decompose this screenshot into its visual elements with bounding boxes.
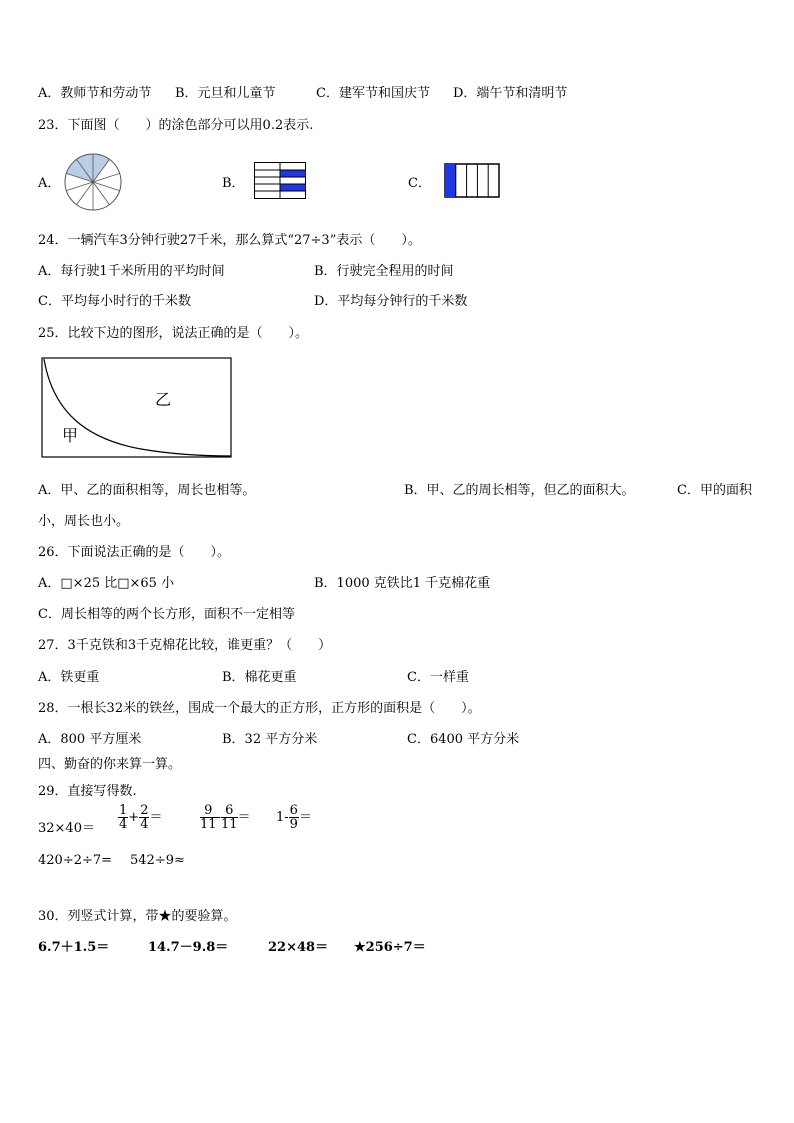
fraction-numerator: 6 bbox=[289, 803, 298, 818]
q23-circle-figure bbox=[64, 153, 122, 211]
q26-option-a: A．□×25 比□×65 小 bbox=[38, 576, 175, 591]
fraction-numerator: 9 bbox=[200, 804, 217, 818]
q29-expr-1: 32×40＝ bbox=[38, 821, 95, 836]
q28-option-c: C．6400 平方分米 bbox=[407, 732, 520, 747]
q25-option-a: A．甲、乙的面积相等，周长也相等。 bbox=[38, 483, 256, 498]
q29-expr-6: 542÷9≈ bbox=[130, 853, 185, 868]
q25-label-yi: 乙 bbox=[155, 390, 172, 409]
q26-stem: 26．下面说法正确的是（ ）。 bbox=[38, 545, 231, 560]
q29-stem: 29．直接写得数. bbox=[38, 784, 137, 799]
section-4-title: 四、勤奋的你来算一算。 bbox=[38, 757, 182, 772]
equals: ＝ bbox=[298, 810, 312, 825]
q25-option-c-cont: 小，周长也小。 bbox=[38, 514, 130, 529]
q24-option-c: C．平均每小时行的千米数 bbox=[38, 294, 191, 309]
q28-stem: 28．一根长32米的铁丝，围成一个最大的正方形，正方形的面积是（ ）。 bbox=[38, 701, 481, 716]
q30-item-3: 22×48＝ bbox=[268, 940, 329, 955]
q28-option-b: B．32 平方分米 bbox=[222, 732, 318, 747]
operator: - bbox=[216, 810, 221, 825]
q25-option-c: C．甲的面积 bbox=[677, 483, 752, 498]
fraction-denominator: 4 bbox=[119, 817, 128, 832]
q26-option-b: B．1000 克铁比1 千克棉花重 bbox=[314, 576, 491, 591]
q22-option-a: A．教师节和劳动节 bbox=[38, 86, 152, 101]
q24-stem: 24．一辆汽车3分钟行驶27千米，那么算式“27÷3”表示（ ）。 bbox=[38, 233, 421, 248]
q26-option-c: C．周长相等的两个长方形，面积不一定相等 bbox=[38, 607, 295, 622]
q23-grid-figure bbox=[254, 162, 306, 199]
q23-label-b: B． bbox=[222, 176, 245, 191]
q22-option-c: C．建军节和国庆节 bbox=[316, 86, 430, 101]
q23-label-c: C． bbox=[408, 176, 431, 191]
prefix: 1- bbox=[276, 810, 289, 825]
q30-item-4: ★256÷7＝ bbox=[354, 940, 426, 955]
q29-expr-5: 420÷2÷7= bbox=[38, 853, 113, 868]
q25-stem: 25．比较下边的图形，说法正确的是（ ）。 bbox=[38, 326, 309, 341]
fraction-denominator: 11 bbox=[220, 817, 238, 832]
q29-expr-3 bbox=[200, 804, 251, 831]
fraction-denominator: 9 bbox=[289, 817, 298, 832]
q29-expr-2 bbox=[118, 804, 162, 831]
q27-option-b: B．棉花更重 bbox=[222, 670, 297, 685]
fraction-numerator: 6 bbox=[221, 804, 238, 818]
q23-label-a: A． bbox=[38, 176, 61, 191]
q29-expr-4 bbox=[276, 804, 312, 831]
q22-option-d: D．端午节和清明节 bbox=[453, 86, 568, 101]
q22-option-b: B．元旦和儿童节 bbox=[175, 86, 276, 101]
fraction-numerator: 2 bbox=[140, 803, 149, 818]
equals: ＝ bbox=[237, 810, 251, 825]
q27-option-a: A．铁更重 bbox=[38, 670, 100, 685]
q24-option-a: A．每行驶1千米所用的平均时间 bbox=[38, 264, 225, 279]
q25-label-jia: 甲 bbox=[62, 426, 79, 445]
q27-option-c: C．一样重 bbox=[407, 670, 469, 685]
q27-stem: 27．3千克铁和3千克棉花比较，谁更重？（ ） bbox=[38, 638, 332, 653]
q24-option-b: B．行驶完全程用的时间 bbox=[314, 264, 454, 279]
fraction-numerator: 1 bbox=[119, 803, 128, 818]
q30-item-2: 14.7－9.8＝ bbox=[148, 940, 229, 955]
q28-option-a: A．800 平方厘米 bbox=[38, 732, 142, 747]
q23-bar-figure bbox=[444, 163, 500, 198]
fraction-denominator: 11 bbox=[200, 817, 217, 832]
fraction-denominator: 4 bbox=[140, 817, 149, 832]
q23-stem: 23．下面图（ ）的涂色部分可以用0.2表示. bbox=[38, 118, 314, 133]
q30-stem: 30．列竖式计算，带★的要验算。 bbox=[38, 909, 237, 924]
q24-option-d: D．平均每分钟行的千米数 bbox=[314, 294, 468, 309]
equals: ＝ bbox=[149, 810, 163, 825]
q30-item-1: 6.7＋1.5＝ bbox=[38, 940, 110, 955]
q25-option-b: B．甲、乙的周长相等，但乙的面积大。 bbox=[404, 483, 635, 498]
operator: + bbox=[128, 810, 140, 825]
